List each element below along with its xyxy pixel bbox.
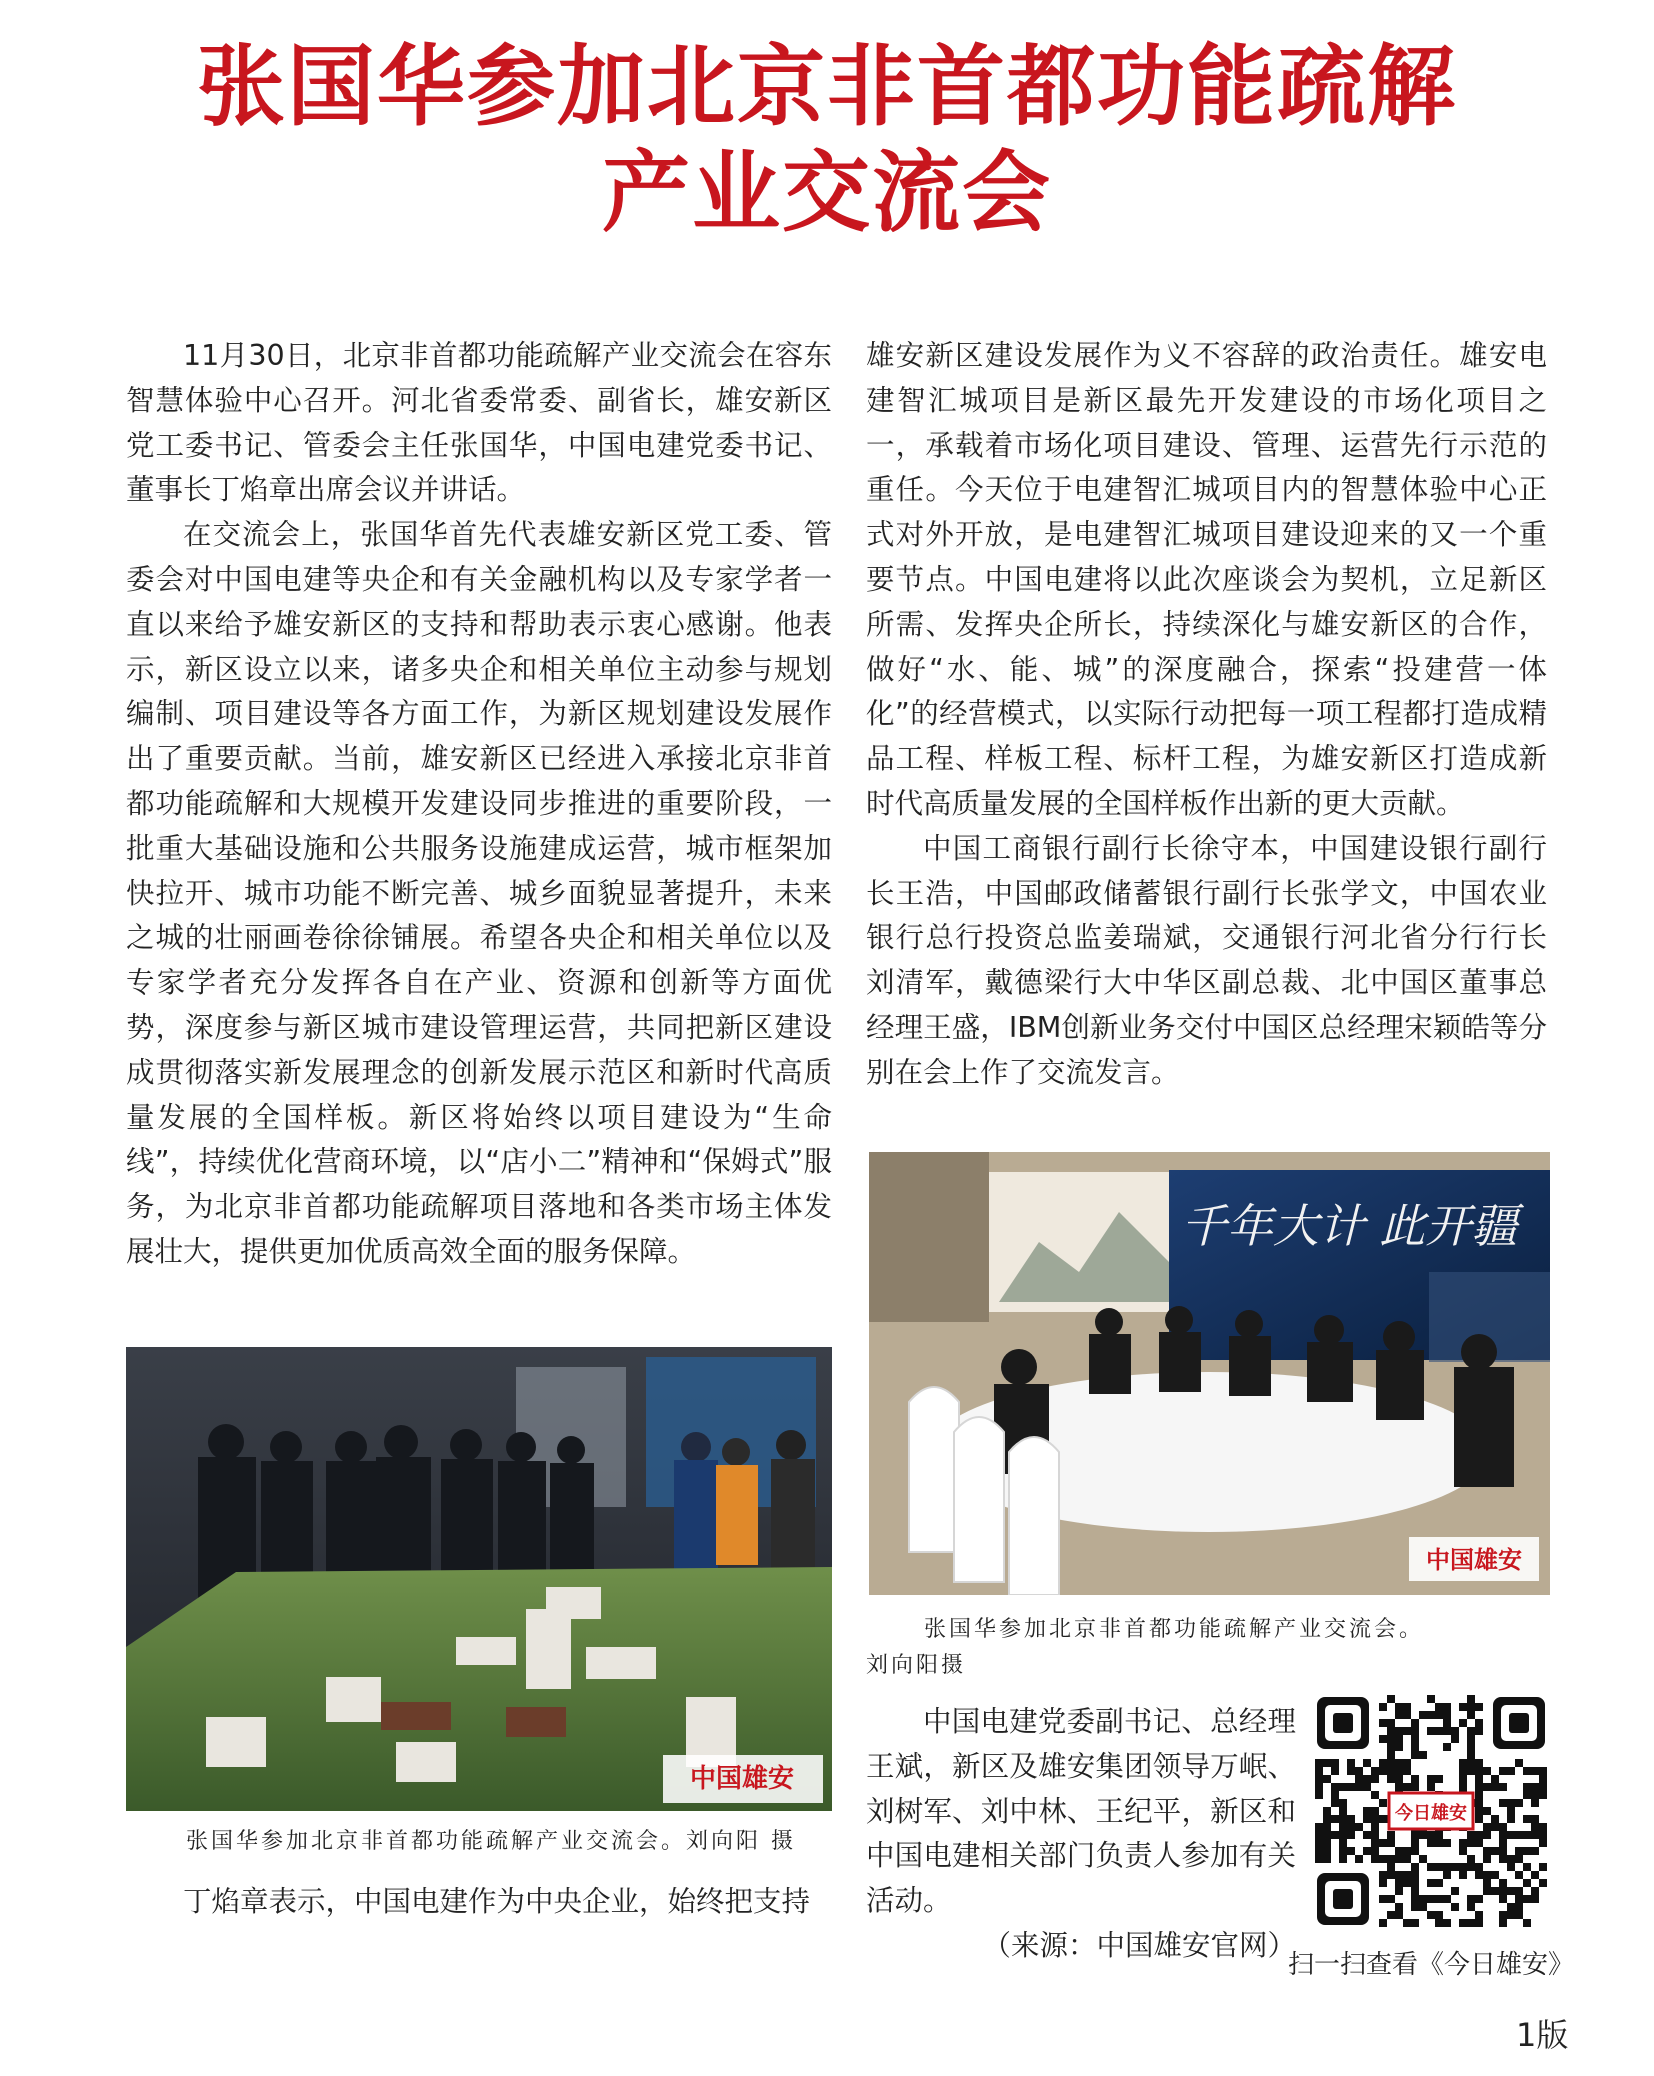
photo-caption-right-line2: 刘向阳摄: [866, 1653, 967, 1678]
qr-code-image: [1313, 1693, 1549, 1929]
banner-text: 千年大计 此开疆: [1180, 1199, 1518, 1253]
qr-code[interactable]: [1313, 1693, 1549, 1929]
paragraph: 丁焰章表示，中国电建作为中央企业，始终把支持: [183, 1885, 811, 1918]
photo-caption-left: 张国华参加北京非首都功能疏解产业交流会。刘向阳 摄: [186, 1829, 796, 1854]
photo-watermark: 中国雄安: [1426, 1545, 1522, 1574]
scan-instruction: 扫一扫查看《今日雄安》: [1288, 1950, 1575, 1980]
paragraph: 雄安新区建设发展作为义不容辞的政治责任。雄安电建智汇城项目是新区最先开发建设的市场化项目之一，承载着市场化项目建设、管理、运营先行示范的重任。今天位于电建智汇城项目内的智慧体验中心正式对外开放，是电建智汇城项目建设迎来的又一个重要节点。中国电建将以此次座谈会为契机，立足新区所需、发挥央企所长，持续深化与雄安新区的合作，做好“水、能、城”的深度融合，探索“投建营一体化”的经营模式，以实际行动把每一项工程都打造成精品工程、样板工程、标杆工程，为雄安新区打造成新时代高质量发展的全国样板作出新的更大贡献。: [866, 339, 1547, 820]
paragraph: 中国电建党委副书记、总经理王斌，新区及雄安集团领导万岷、刘树军、刘中林、王纪平，新区和中国电建相关部门负责人参加有关活动。: [866, 1705, 1296, 1918]
photo-watermark: 中国雄安: [689, 1764, 795, 1794]
photo-caption-right-line1: 张国华参加北京非首都功能疏解产业交流会。: [924, 1617, 1425, 1642]
headline-line-1: 张国华参加北京非首都功能疏解: [196, 34, 1457, 138]
left-column-bottom: [126, 1880, 832, 1925]
photo-exhibition-model: [126, 1347, 832, 1811]
meeting-photo-image: [869, 1152, 1550, 1595]
right-column: [866, 334, 1547, 1096]
photo-meeting: [869, 1152, 1550, 1595]
headline-line-2: 产业交流会: [601, 140, 1052, 244]
exhibition-photo-image: [126, 1347, 832, 1811]
paragraph: 在交流会上，张国华首先代表雄安新区党工委、管委会对中国电建等央企和有关金融机构以及专家学者一直以来给予雄安新区的支持和帮助表示衷心感谢。他表示，新区设立以来，诸多央企和相关单位主动参与规划编制、项目建设等各方面工作，为新区规划建设发展作出了重要贡献。当前，雄安新区已经进入承接北京非首都功能疏解和大规模开发建设同步推进的重要阶段，一批重大基础设施和公共服务设施建成运营，城市框架加快拉开、城市功能不断完善、城乡面貌显著提升，未来之城的壮丽画卷徐徐铺展。希望各央企和相关单位以及专家学者充分发挥各自在产业、资源和创新等方面优势，深度参与新区城市建设管理运营，共同把新区建设成贯彻落实新发展理念的创新发展示范区和新时代高质量发展的全国样板。新区将始终以项目建设为“生命线”，持续优化营商环境，以“店小二”精神和“保姆式”服务，为北京非首都功能疏解项目落地和各类市场主体发展壮大，提供更加优质高效全面的服务保障。: [126, 518, 832, 1268]
page-number: 1版: [1516, 2016, 1569, 2054]
paragraph: 11月30日，北京非首都功能疏解产业交流会在容东智慧体验中心召开。河北省委常委、副省长，雄安新区党工委书记、管委会主任张国华，中国电建党委书记、董事长丁焰章出席会议并讲话。: [126, 339, 832, 507]
paragraph: 中国工商银行副行长徐守本，中国建设银行副行长王浩，中国邮政储蓄银行副行长张学文，中国农业银行总行投资总监姜瑞斌，交通银行河北省分行行长刘清军，戴德梁行大中华区副总裁、北中国区董事总经理王盛，IBM创新业务交付中国区总经理宋颖皓等分别在会上作了交流发言。: [866, 831, 1547, 1089]
right-column-bottom: [866, 1700, 1296, 1969]
qr-center-label: 今日雄安: [1395, 1803, 1467, 1824]
left-column: [126, 334, 832, 1275]
source-line: （来源：中国雄安官网）: [982, 1928, 1296, 1962]
